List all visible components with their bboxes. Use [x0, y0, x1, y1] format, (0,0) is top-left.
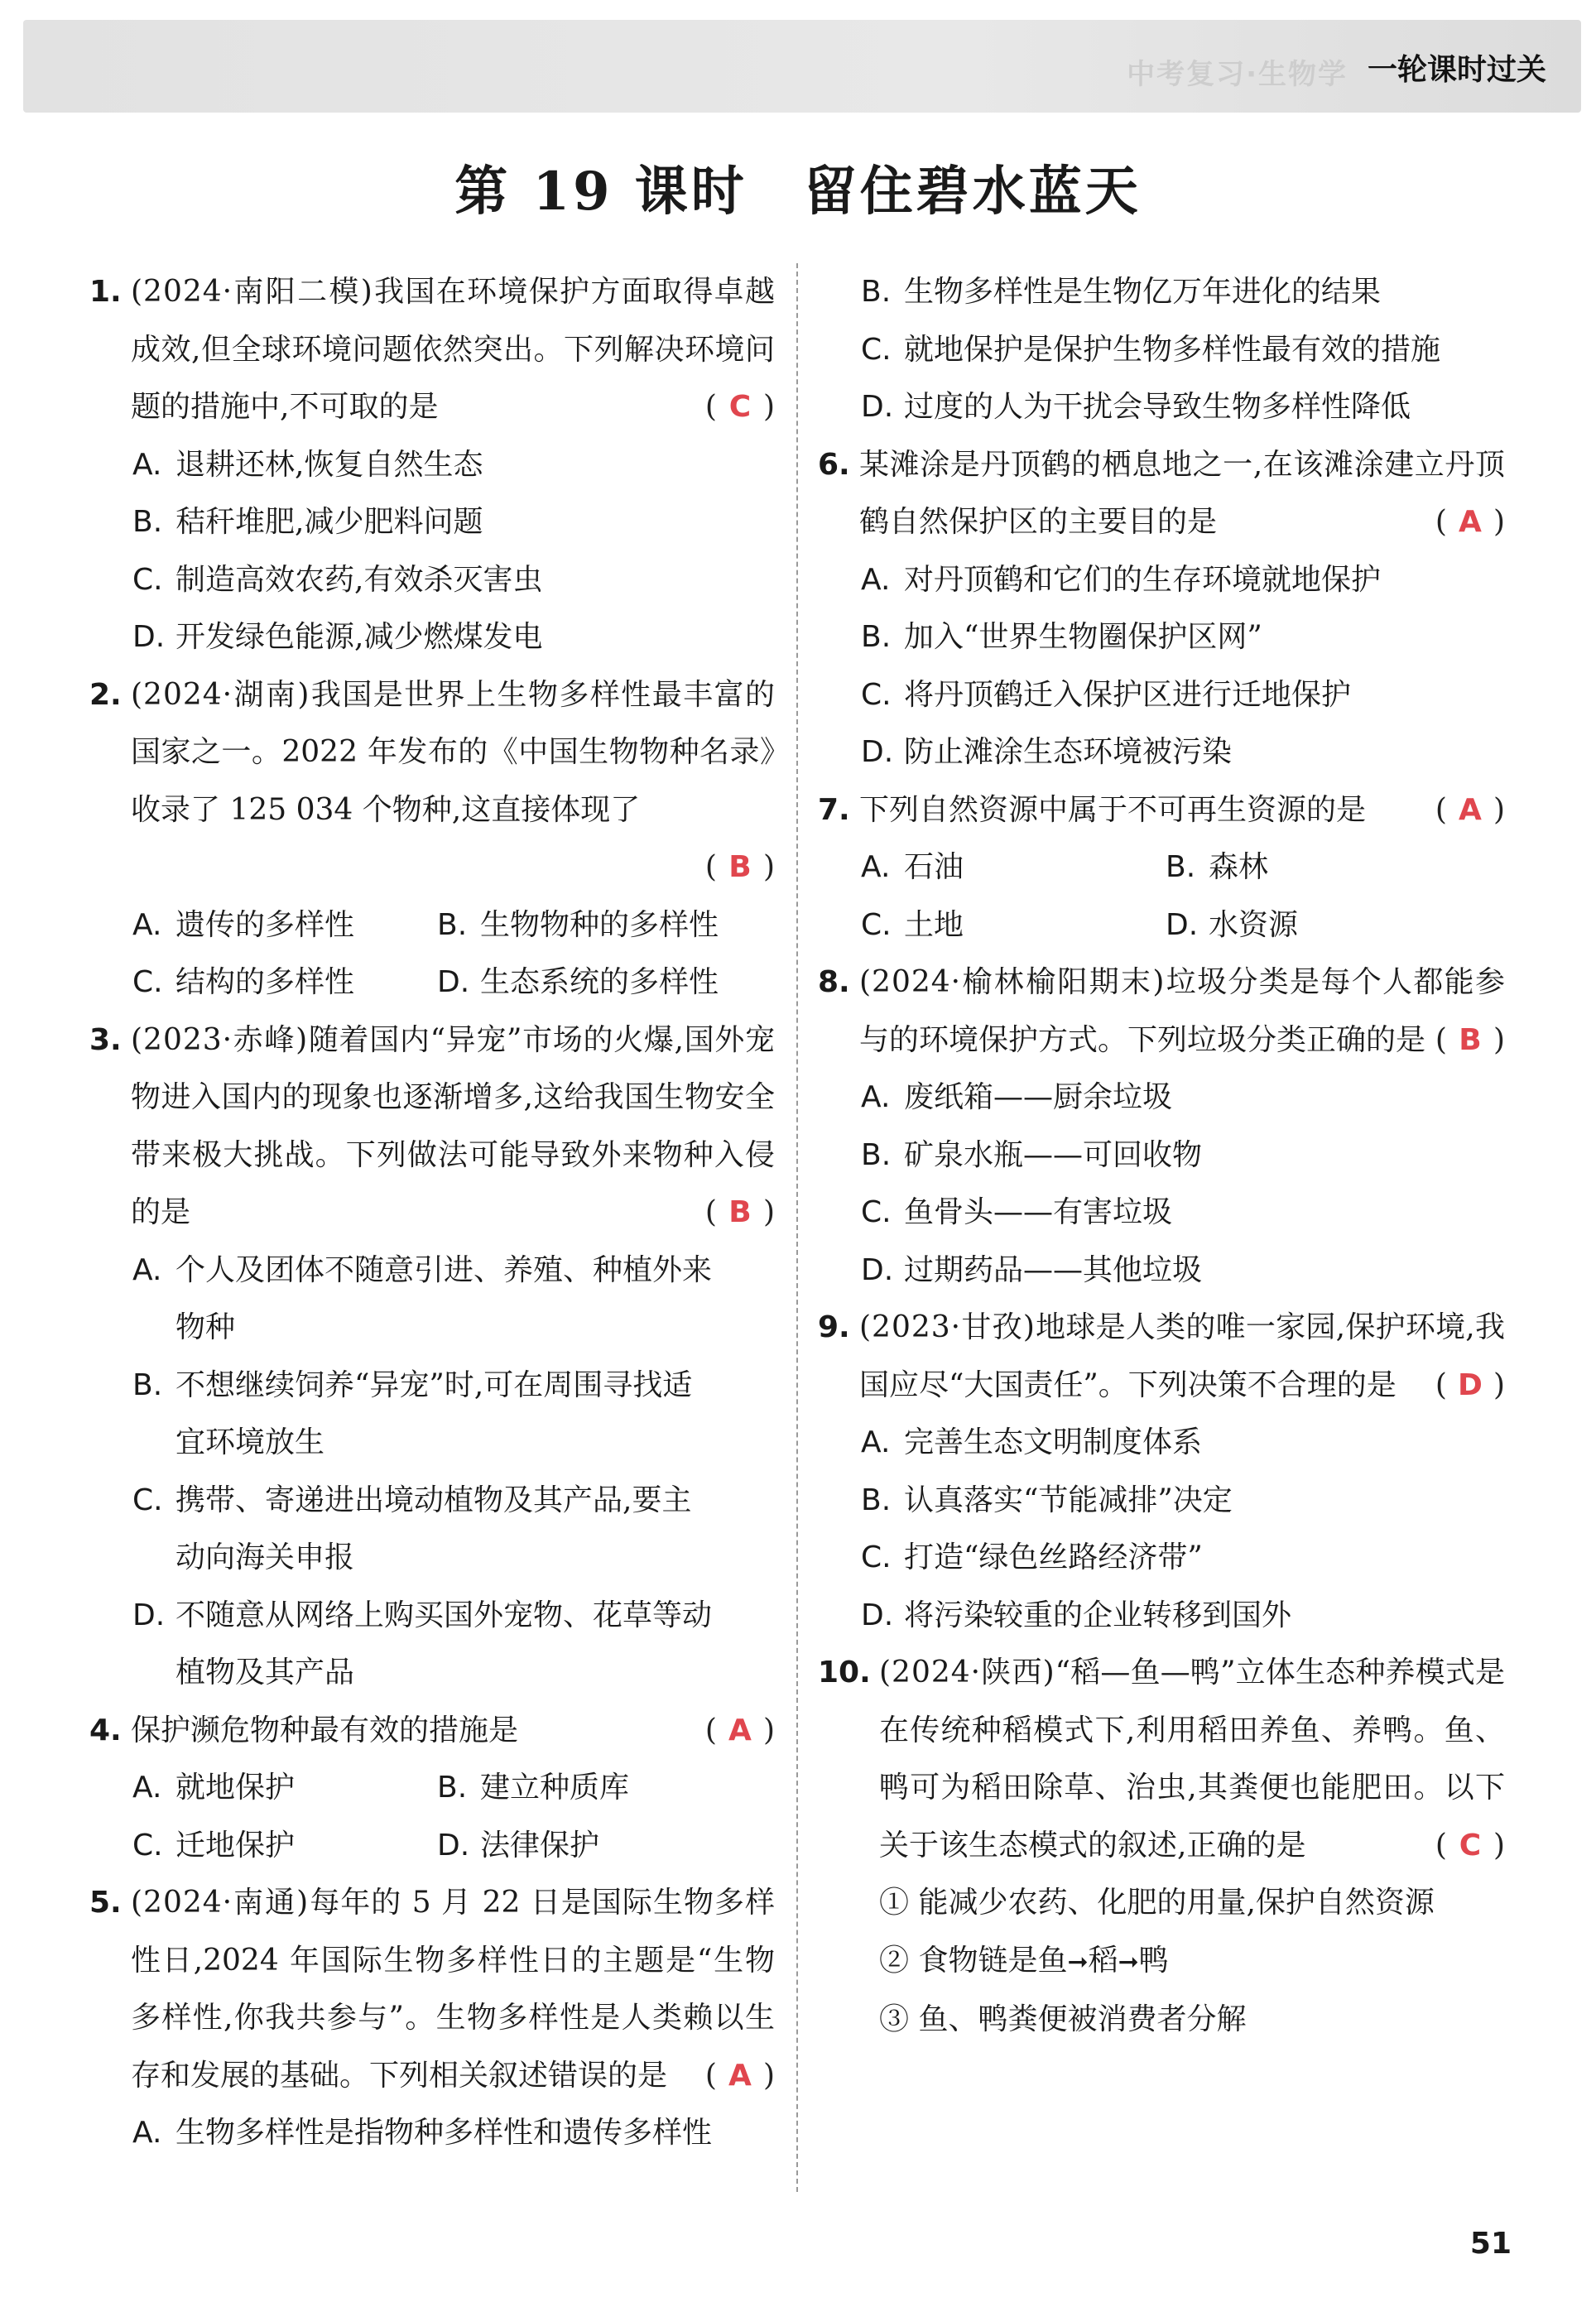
option-a: A. 对丹顶鹤和它们的生存环境就地保护: [861, 562, 1382, 597]
option-a-continued: 物种: [175, 1310, 236, 1344]
answer-letter: B: [728, 1195, 752, 1229]
option-c: C. 将丹顶鹤迁入保护区进行迁地保护: [861, 677, 1352, 712]
option-b: B. 森林: [1166, 850, 1269, 884]
question-10: [818, 1644, 1505, 1874]
question-stem: “稻—鱼—鸭”立体生态种养模式是在传统种稻模式下,利用稻田养鱼、养鸭。鱼、鸭可为稻田除草、治虫,其粪便也能肥田。以下关于该生态模式的叙述,正确的是: [879, 1656, 1505, 1862]
header-section-tag: 一轮课时过关: [1367, 53, 1546, 87]
option-a: A. 石油: [861, 850, 964, 884]
question-stem: 地球是人类的唯一家园,保护环境,我国应尽“大国责任”。下列决策不合理的是: [859, 1310, 1506, 1402]
answer-blank: ( A ): [1435, 781, 1505, 839]
option-a: A. 废纸箱——厨余垃圾: [861, 1080, 1173, 1114]
arrow-icon: ➞: [1067, 1947, 1089, 1977]
question-stem: 随着国内“异宠”市场的火爆,国外宠物进入国内的现象也逐渐增多,这给我国生物安全带来极大挑战。下列做法可能导致外来物种入侵的是: [131, 1022, 775, 1229]
option-a: A. 退耕还林,恢复自然生态: [132, 447, 483, 482]
option-row: [89, 1817, 775, 1875]
answer-blank: ( C ): [705, 378, 775, 436]
option-c: C. 迁地保护: [132, 1828, 296, 1862]
question-number: 9.: [818, 1310, 850, 1344]
option-row: [89, 896, 775, 954]
question-4: [89, 1702, 775, 1760]
question-source: (2024·湖南): [131, 677, 310, 712]
option-d: D. 过期药品——其他垃圾: [861, 1252, 1203, 1287]
header-watermark: 中考复习·生物学: [1127, 58, 1348, 91]
option-c: C. 打造“绿色丝路经济带”: [861, 1540, 1203, 1574]
page-number: 51: [1469, 2227, 1512, 2261]
answer-letter: A: [1459, 792, 1482, 827]
question-source: (2024·南通): [131, 1886, 310, 1920]
answer-blank: ( A ): [1435, 493, 1505, 551]
option-c-continued: 动向海关申报: [175, 1540, 355, 1574]
question-stem: 每年的 5 月 22 日是国际生物多样性日,2024 年国际生物多样性日的主题是“生物多样性,你我共参与”。生物多样性是人类赖以生存和发展的基础。下列相关叙述错误的是: [131, 1886, 775, 2093]
answer-letter: D: [1458, 1367, 1483, 1402]
column-divider: [796, 263, 798, 2192]
answer-blank: ( A ): [705, 2047, 775, 2105]
question-stem: 下列自然资源中属于不可再生资源的是: [859, 792, 1367, 827]
answer-letter: B: [1459, 1022, 1482, 1057]
question-source: (2024·南阳二模): [131, 275, 373, 309]
statement-2: ② 食物链是鱼➞稻➞鸭: [879, 1943, 1169, 1978]
answer-blank: ( B ): [1435, 1012, 1505, 1069]
question-source: (2023·赤峰): [131, 1022, 309, 1057]
option-d: D. 法律保护: [437, 1828, 600, 1862]
option-b: B. 建立种质库: [437, 1771, 630, 1805]
option-b: B. 加入“世界生物圈保护区网”: [861, 620, 1262, 654]
question-stem: 我国在环境保护方面取得卓越成效,但全球环境问题依然突出。下列解决环境问题的措施中,不可取的是: [131, 275, 775, 424]
question-number: 10.: [818, 1656, 871, 1689]
question-source: (2023·甘孜): [859, 1310, 1036, 1344]
option-c: C. 鱼骨头——有害垃圾: [861, 1195, 1173, 1229]
option-b: B. 生物多样性是生物亿万年进化的结果: [861, 275, 1382, 309]
answer-letter: B: [728, 850, 752, 884]
option-a: A. 就地保护: [132, 1771, 296, 1805]
answer-letter: A: [1459, 505, 1482, 539]
question-stem: 我国是世界上生物多样性最丰富的国家之一。2022 年发布的《中国生物物种名录》收录了 125 034 个物种,这直接体现了: [131, 677, 775, 827]
answer-blank: ( A ): [705, 1702, 775, 1760]
left-column: [89, 263, 775, 2162]
option-a: A. 遗传的多样性: [132, 907, 355, 942]
question-number: 1.: [89, 275, 122, 309]
question-number: 3.: [89, 1022, 122, 1057]
option-c: C. 携带、寄递进出境动植物及其产品,要主: [132, 1483, 692, 1517]
option-c: C. 土地: [861, 907, 964, 942]
question-6: [818, 436, 1505, 551]
option-d-continued: 植物及其产品: [175, 1656, 355, 1689]
statement-3: ③ 鱼、鸭粪便被消费者分解: [879, 2002, 1247, 2036]
question-number: 7.: [818, 792, 850, 827]
option-b: B. 认真落实“节能减排”决定: [861, 1483, 1233, 1517]
question-stem: 某滩涂是丹顶鹤的栖息地之一,在该滩涂建立丹顶鹤自然保护区的主要目的是: [859, 447, 1505, 539]
option-row: [818, 839, 1505, 896]
question-number: 4.: [89, 1713, 122, 1747]
option-row: [89, 1759, 775, 1817]
statement-1: ① 能减少农药、化肥的用量,保护自然资源: [879, 1886, 1435, 1920]
question-number: 8.: [818, 965, 850, 999]
option-d: D. 将污染较重的企业转移到国外: [861, 1598, 1292, 1632]
question-3: [89, 1012, 775, 1242]
answer-letter: C: [1459, 1828, 1482, 1862]
answer-letter: C: [728, 390, 752, 424]
question-stem: 垃圾分类是每个人都能参与的环境保护方式。下列垃圾分类正确的是: [859, 965, 1505, 1057]
page-title: 第 19 课时 留住碧水蓝天: [454, 161, 1142, 223]
option-a: A. 生物多样性是指物种多样性和遗传多样性: [132, 2116, 713, 2150]
question-8: [818, 954, 1505, 1069]
question-number: 5.: [89, 1886, 122, 1920]
question-source: (2024·榆林榆阳期末): [859, 965, 1166, 999]
option-b: B. 矿泉水瓶——可回收物: [861, 1137, 1203, 1172]
question-5: [89, 1874, 775, 2104]
option-d: D. 过度的人为干扰会导致生物多样性降低: [861, 390, 1411, 424]
question-number: 6.: [818, 447, 850, 482]
question-2: [89, 666, 775, 839]
answer-blank: ( B ): [705, 1184, 775, 1242]
option-b: B. 秸秆堆肥,减少肥料问题: [132, 505, 483, 539]
option-a: A. 完善生态文明制度体系: [861, 1425, 1203, 1459]
right-column: [818, 263, 1505, 2049]
answer-blank: ( B ): [705, 850, 775, 884]
option-a: A. 个人及团体不随意引进、养殖、种植外来: [132, 1252, 713, 1287]
option-d: D. 开发绿色能源,减少燃煤发电: [132, 620, 543, 654]
option-row: [89, 954, 775, 1012]
answer-letter: A: [728, 2058, 752, 2093]
answer-row: [89, 839, 775, 896]
option-d: D. 不随意从网络上购买国外宠物、花草等动: [132, 1598, 713, 1632]
option-b: B. 不想继续饲养“异宠”时,可在周围寻找适: [132, 1367, 693, 1402]
option-c: C. 结构的多样性: [132, 965, 355, 999]
option-b: B. 生物物种的多样性: [437, 907, 719, 942]
arrow-icon: ➞: [1118, 1947, 1139, 1977]
option-d: D. 防止滩涂生态环境被污染: [861, 735, 1233, 769]
option-d: D. 生态系统的多样性: [437, 965, 719, 999]
question-1: [89, 263, 775, 436]
option-c: C. 就地保护是保护生物多样性最有效的措施: [861, 332, 1441, 367]
question-9: [818, 1299, 1505, 1414]
option-row: [818, 896, 1505, 954]
answer-blank: ( C ): [1435, 1817, 1505, 1875]
option-c: C. 制造高效农药,有效杀灭害虫: [132, 562, 543, 597]
question-stem: 保护濒危物种最有效的措施是: [131, 1713, 519, 1747]
option-b-continued: 宜环境放生: [175, 1425, 325, 1459]
answer-blank: ( D ): [1435, 1357, 1505, 1415]
question-source: (2024·陕西): [879, 1656, 1055, 1689]
answer-letter: A: [728, 1713, 752, 1747]
question-number: 2.: [89, 677, 122, 712]
option-d: D. 水资源: [1166, 907, 1299, 942]
question-7: [818, 781, 1505, 839]
